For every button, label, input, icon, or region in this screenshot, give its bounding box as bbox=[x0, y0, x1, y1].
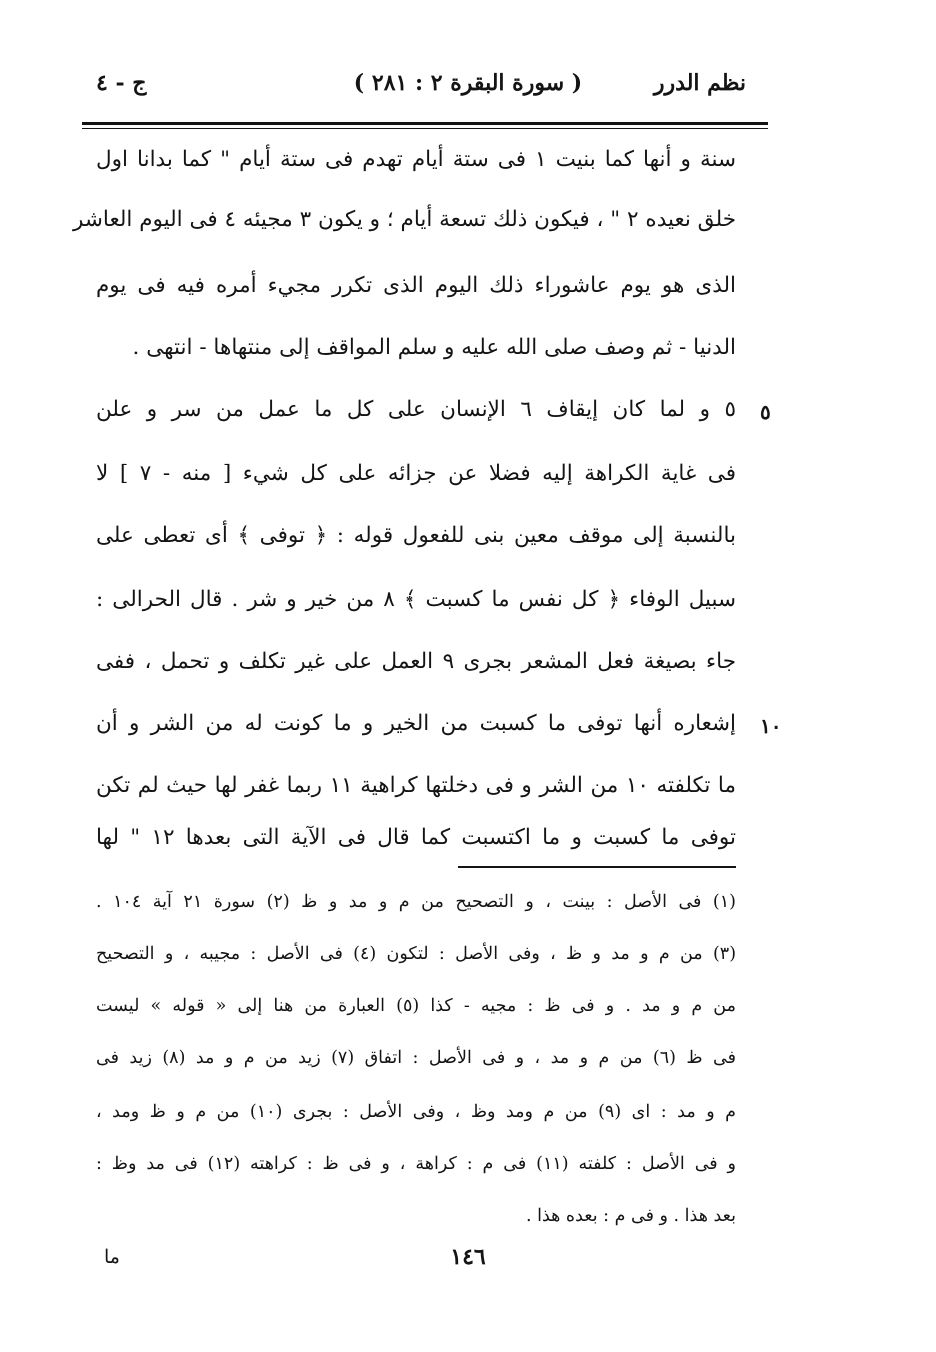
surah-reference: ( سورة البقرة ٢ : ٢٨١ ) bbox=[353, 70, 583, 96]
text-line: سبيل الوفاء ﴿ كل نفس ما كسبت ﴾ ٨ من خير و شر . قال الحرالى : bbox=[96, 587, 736, 612]
footnote-line: (٣) من م و مد و ظ ، وفى الأصل : لتكون (٤) فى الأصل : مجيبه ، و التصحيح bbox=[96, 944, 737, 964]
text-line: الذى هو يوم عاشوراء ذلك اليوم الذى تكرر مجيء أمره فيه فى يوم bbox=[96, 273, 736, 298]
footnote-line: بعد هذا . و فى م : بعده هذا . bbox=[525, 1206, 736, 1226]
text-line: بالنسبة إلى موقف معين بنى للفعول قوله : ﴿ توفى ﴾ أى تعطى على bbox=[96, 523, 736, 548]
text-line: فى غاية الكراهة إليه فضلا عن جزائه على كل شيء [ منه - ٧ ] لا bbox=[96, 461, 736, 486]
header-rule-thick bbox=[82, 122, 768, 125]
text-line: إشعاره أنها توفى ما كسبت من الخير و ما كونت له من الشر و أن bbox=[96, 711, 736, 736]
line-number-10: ١٠ bbox=[760, 714, 782, 738]
page-number: ١٤٦ bbox=[450, 1244, 486, 1270]
footnote-separator bbox=[458, 866, 736, 868]
text-line: ما تكلفته ١٠ من الشر و فى دخلتها كراهية ١١ ربما غفر لها حيث لم تكن bbox=[96, 773, 737, 798]
text-line: جاء بصيغة فعل المشعر بجرى ٩ العمل على غير تكلف و تحمل ، ففى bbox=[96, 649, 736, 674]
footnote-line: م و مد : اى (٩) من م ومد وظ ، وفى الأصل : بجرى (١٠) من م و ظ ومد ، bbox=[96, 1102, 736, 1122]
line-number-5: ٥ bbox=[760, 400, 771, 424]
text-line: سنة و أنها كما بنيت ١ فى ستة أيام تهدم فى ستة أيام " كما بدانا اول bbox=[96, 147, 736, 172]
volume-number: ج - ٤ bbox=[96, 70, 147, 96]
footnote-line: (١) فى الأصل : بينت ، و التصحيح من م و مد و ظ (٢) سورة ٢١ آية ١٠٤ . bbox=[96, 892, 736, 912]
printer-signature: ما bbox=[104, 1246, 120, 1268]
text-line: الدنيا - ثم وصف صلى الله عليه و سلم المواقف إلى منتهاها - انتهى . bbox=[132, 335, 736, 360]
text-line: خلق نعيده ٢ " ، فيكون ذلك تسعة أيام ؛ و يكون ٣ مجيئه ٤ فى اليوم العاشر bbox=[73, 207, 736, 232]
text-line: توفى ما كسبت و ما اكتسبت كما قال فى الآية التى بعدها ١٢ " لها bbox=[96, 825, 736, 850]
text-line: ٥ و لما كان إيقاف ٦ الإنسان على كل ما عمل من سر و علن bbox=[96, 397, 736, 422]
footnote-line: من م و مد . و فى ظ : مجيه - كذا (٥) العبارة من هنا إلى « قوله » ليست bbox=[96, 996, 736, 1016]
running-title: نظم الدرر bbox=[653, 70, 746, 96]
footnote-line: و فى الأصل : كلفته (١١) فى م : كراهة ، و فى ظ : كراهته (١٢) فى مد وظ : bbox=[96, 1154, 736, 1174]
footnote-line: فى ظ (٦) من م و مد ، و فى الأصل : اتفاق (٧) زيد من م و مد (٨) زيد فى bbox=[96, 1048, 736, 1068]
header-rule-thin bbox=[82, 128, 768, 129]
